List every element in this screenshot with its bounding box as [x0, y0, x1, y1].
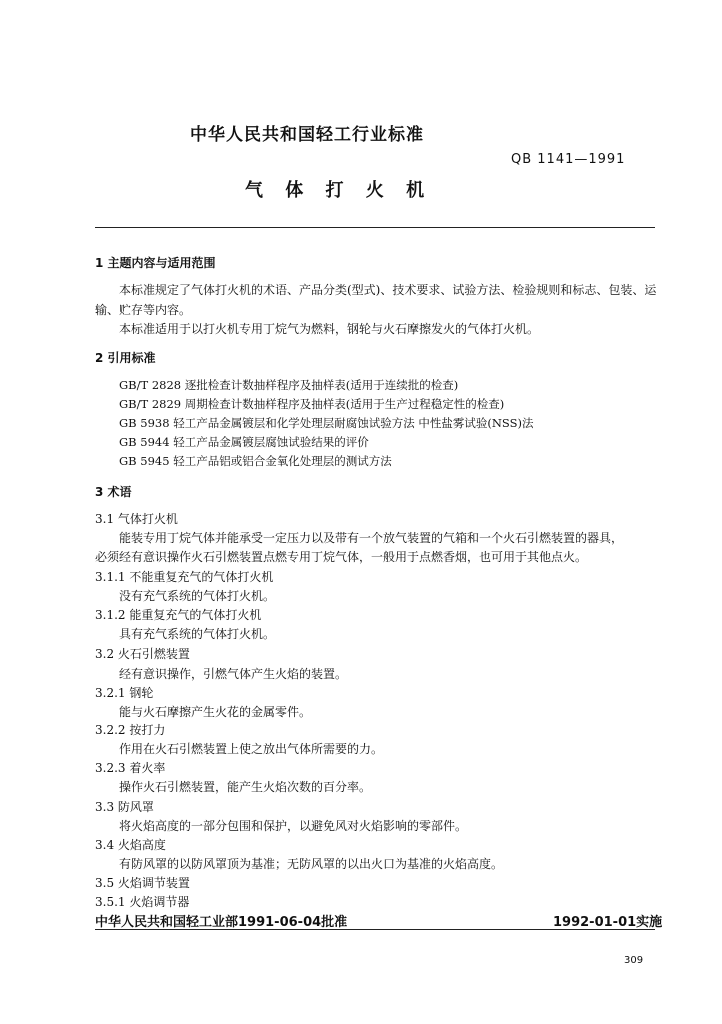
- term-3-2-2-definition: 作用在火石引燃装置上使之放出气体所需要的力。: [119, 742, 384, 756]
- term-3-3-definition: 将火焰高度的一部分包围和保护，以避免风对火焰影响的零部件。: [119, 819, 468, 833]
- term-3-2-1-definition: 能与火石摩擦产生火花的金属零件。: [119, 705, 312, 719]
- term-3-1-1: 3.1.1 不能重复充气的气体打火机: [95, 570, 274, 584]
- term-3-2-2: 3.2.2 按打力: [95, 723, 166, 737]
- section-1-paragraph-2: 本标准适用于以打火机专用丁烷气为燃料，钢轮与火石摩擦发火的气体打火机。: [119, 322, 540, 336]
- term-3-3: 3.3 防风罩: [95, 800, 154, 814]
- reference-item: GB 5938 轻工产品金属镀层和化学处理层耐腐蚀试验方法 中性盐雾试验(NSS)法: [119, 416, 534, 430]
- section-1-paragraph-1-line-1: 本标准规定了气体打火机的术语、产品分类(型式)、技术要求、试验方法、检验规则和标志、包装、运: [119, 283, 657, 297]
- issuing-organization: 中华人民共和国轻工行业标准: [190, 125, 424, 145]
- term-3-4-definition: 有防风罩的以防风罩顶为基准；无防风罩的以出火口为基准的火焰高度。: [119, 857, 504, 871]
- section-2-heading: 2 引用标准: [95, 351, 156, 365]
- standard-code: QB 1141—1991: [511, 152, 626, 167]
- term-3-2-3: 3.2.3 着火率: [95, 761, 166, 775]
- section-1-paragraph-1-line-2: 输、贮存等内容。: [95, 303, 192, 317]
- term-3-5-1: 3.5.1 火焰调节器: [95, 895, 190, 909]
- term-3-5: 3.5 火焰调节装置: [95, 876, 190, 890]
- term-3-2-1: 3.2.1 钢轮: [95, 686, 154, 700]
- term-3-1-2: 3.1.2 能重复充气的气体打火机: [95, 608, 262, 622]
- document-title: 气 体 打 火 机: [245, 180, 433, 201]
- section-3-heading: 3 术语: [95, 485, 132, 499]
- term-3-2-definition: 经有意识操作，引燃气体产生火焰的装置。: [119, 667, 348, 681]
- reference-item: GB/T 2828 逐批检查计数抽样程序及抽样表(适用于连续批的检查): [119, 378, 459, 392]
- term-3-2-3-definition: 操作火石引燃装置，能产生火焰次数的百分率。: [119, 780, 372, 794]
- reference-item: GB 5945 轻工产品铝或铝合金氧化处理层的测试方法: [119, 454, 392, 468]
- implementation-date: 1992-01-01实施: [553, 915, 663, 930]
- term-3-1-1-definition: 没有充气系统的气体打火机。: [119, 589, 276, 603]
- term-3-1-definition-line-1: 能装专用丁烷气体并能承受一定压力以及带有一个放气装置的气箱和一个火石引燃装置的器具，: [119, 531, 624, 545]
- approval-line: 中华人民共和国轻工业部1991-06-04批准: [95, 915, 348, 930]
- term-3-4: 3.4 火焰高度: [95, 838, 166, 852]
- section-1-heading: 1 主题内容与适用范围: [95, 256, 216, 270]
- header-divider: [95, 227, 655, 228]
- term-3-1: 3.1 气体打火机: [95, 512, 178, 526]
- term-3-1-definition-line-2: 必须经有意识操作火石引燃装置点燃专用丁烷气体，一般用于点燃香烟，也可用于其他点火。: [95, 550, 588, 564]
- term-3-2: 3.2 火石引燃装置: [95, 647, 190, 661]
- reference-item: GB/T 2829 周期检查计数抽样程序及抽样表(适用于生产过程稳定性的检查): [119, 397, 505, 411]
- reference-item: GB 5944 轻工产品金属镀层腐蚀试验结果的评价: [119, 435, 369, 449]
- page-number: 309: [624, 955, 644, 966]
- term-3-1-2-definition: 具有充气系统的气体打火机。: [119, 627, 276, 641]
